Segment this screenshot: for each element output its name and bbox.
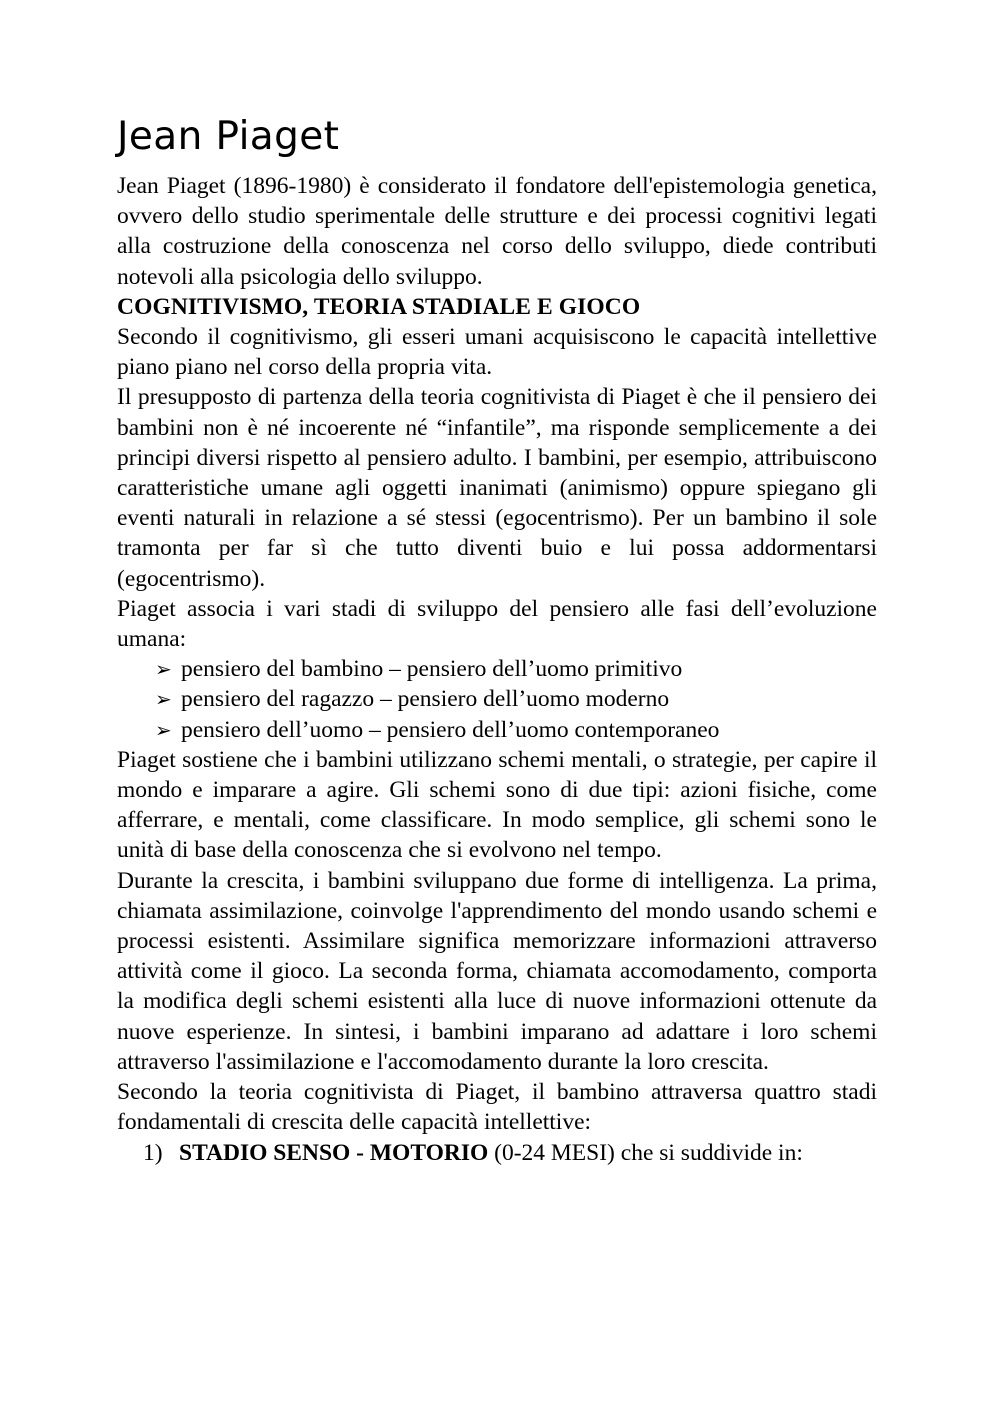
paragraph-schemi: Piaget sostiene che i bambini utilizzano schemi mentali, o strategie, per capire il mondo e imparare a agire. Gli schemi sono di due tipi: azioni fisiche, come afferrare, e mentali, come classificare. In modo semplice, gli schemi sono le unità di base della conoscenza che si evolvono nel tempo. (117, 746, 877, 864)
paragraph-quattro-stadi: Secondo la teoria cognitivista di Piaget, il bambino attraversa quattro stadi fondamentali di crescita delle capacità intellettive: (117, 1079, 877, 1136)
list-item-label: pensiero dell’uomo – pensiero dell’uomo contemporaneo (181, 716, 720, 743)
paragraph-intro: Jean Piaget (1896-1980) è considerato il fondatore dell'epistemologia genetica, ovvero dello studio sperimentale delle strutture e dei processi cognitivi legati alla costruzione della conoscenza nel corso dello sviluppo, diede contributi notevoli alla psicologia dello sviluppo. (117, 173, 877, 290)
list-item (117, 715, 877, 745)
paragraph-cognitivismo: Secondo il cognitivismo, gli esseri umani acquisiscono le capacità intellettive piano piano nel corso della propria vita. (117, 324, 877, 381)
document-content (117, 112, 877, 1168)
paragraph-intelligenza: Durante la crescita, i bambini sviluppano due forme di intelligenza. La prima, chiamata assimilazione, coinvolge l'apprendimento del mondo usando schemi e processi esistenti. Assimilare significa memorizzare informazioni attraverso attività come il gioco. La seconda forma, chiamata accomodamento, comporta la modifica degli schemi esistenti alla luce di nuove informazioni ottenute da nuove esperienze. In sintesi, i bambini imparano ad adattare i loro schemi attraverso l'assimilazione e l'accomodamento durante la loro crescita. (117, 867, 877, 1075)
arrow-bullet-icon: ➢ (155, 687, 172, 712)
paragraph-presupposto: Il presupposto di partenza della teoria cognitivista di Piaget è che il pensiero dei bambini non è né incoerente né “infantile”, ma risponde semplicemente a dei principi diversi rispetto al pensiero adulto. I bambini, per esempio, attribuiscono caratteristiche umane agli oggetti inanimati (animismo) oppure spiegano gli eventi naturali in relazione a sé stessi (egocentrismo). Per un bambino il sole tramonta per far sì che tutto diventi buio e lui possa addormentarsi (egocentrismo). (117, 384, 877, 592)
list-marker: 1) (143, 1139, 163, 1166)
list-item-stage-1 (117, 1138, 877, 1168)
list-item-label: pensiero del ragazzo – pensiero dell’uomo moderno (181, 686, 670, 713)
list-item-label: pensiero del bambino – pensiero dell’uomo primitivo (181, 656, 683, 683)
list-item (117, 684, 877, 714)
paragraph-stadi-intro: Piaget associa i vari stadi di sviluppo del pensiero alle fasi dell’evoluzione umana: (117, 595, 877, 653)
arrow-bullet-list (117, 654, 877, 745)
stage-detail-label: (0-24 MESI) che si suddivide in: (488, 1139, 803, 1166)
stage-name-label: STADIO SENSO - MOTORIO (179, 1139, 489, 1166)
arrow-bullet-icon: ➢ (155, 717, 172, 742)
page-title: Jean Piaget (117, 114, 340, 159)
list-item (117, 654, 877, 684)
section-heading-cognitivismo: COGNITIVISMO, TEORIA STADIALE E GIOCO (117, 293, 641, 320)
arrow-bullet-icon: ➢ (155, 657, 172, 682)
numbered-stage-list (117, 1138, 877, 1168)
